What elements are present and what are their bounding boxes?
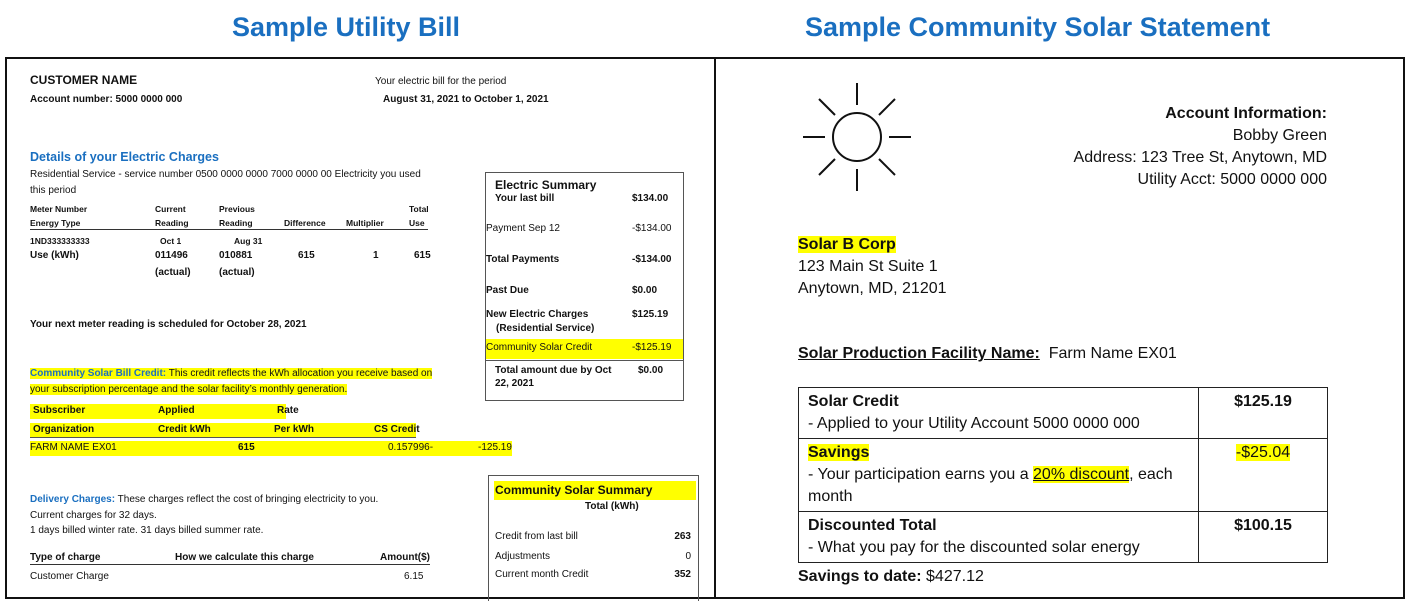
- summary-row: [486, 339, 683, 359]
- charge-header: [30, 552, 430, 565]
- cs-summary-value: 0: [685, 551, 691, 562]
- previous-reading: 010881: [219, 250, 253, 261]
- row-desc: - Applied to your Utility Account 5000 0000 000: [808, 415, 1140, 432]
- header-previous: Previous: [219, 204, 255, 214]
- total-use: 615: [414, 250, 431, 261]
- header-how: How we calculate this charge: [175, 552, 314, 563]
- summary-label: Community Solar Credit: [486, 342, 593, 353]
- summary-label2: 22, 2021: [495, 378, 534, 389]
- cs-credit-text: This credit reflects the kWh allocation you receive based on: [166, 368, 433, 379]
- service-line1: Residential Service - service number 0500 0000 0000 7000 0000 00 Electricity you used: [30, 169, 421, 180]
- savings-label: Savings to date:: [798, 568, 922, 585]
- org-name: FARM NAME EX01: [30, 442, 117, 453]
- table-row: [799, 512, 1328, 563]
- row-value: -$25.04: [1235, 444, 1291, 461]
- row-desc: - What you pay for the discounted solar energy: [808, 539, 1140, 556]
- savings-value: $427.12: [926, 568, 984, 585]
- difference: 615: [298, 250, 315, 261]
- delivery-text: These charges reflect the cost of bringing electricity to you.: [115, 494, 379, 505]
- bill-period: August 31, 2021 to October 1, 2021: [383, 94, 549, 105]
- previous-date: Aug 31: [234, 236, 263, 246]
- table-row: [799, 439, 1328, 512]
- cs-summary-value: 352: [674, 569, 691, 580]
- current-reading: 011496: [155, 250, 188, 261]
- cs-summary-value: 263: [674, 531, 691, 542]
- cs-credit: -125.19: [478, 442, 512, 453]
- facility-name: Farm Name EX01: [1048, 345, 1177, 362]
- cs-summary-label: Current month Credit: [495, 569, 589, 580]
- utility-bill-panel: [5, 57, 716, 599]
- actual-note: (actual): [219, 267, 255, 278]
- charge-type: Customer Charge: [30, 571, 109, 582]
- solar-statement-panel: [714, 57, 1405, 599]
- summary-row: [486, 360, 683, 389]
- delivery-rates: 1 days billed winter rate. 31 days billed summer rate.: [30, 525, 264, 536]
- delivery-days: Current charges for 32 days.: [30, 510, 157, 521]
- header-total: Total: [409, 204, 429, 214]
- discount-highlight: 20% discount: [1033, 466, 1130, 483]
- customer-address: Address: 123 Tree St, Anytown, MD: [1073, 149, 1327, 166]
- cs-header-row1: [30, 404, 299, 419]
- summary-label: Past Due: [486, 285, 529, 296]
- row-desc-end: , each month: [808, 466, 1173, 505]
- sun-icon: [800, 83, 916, 193]
- summary-value: -$125.19: [632, 342, 672, 353]
- row-value: $100.15: [1199, 512, 1328, 563]
- summary-value: -$134.00: [632, 223, 672, 234]
- header-applied: Applied: [158, 405, 195, 416]
- summary-value: $125.19: [632, 309, 669, 320]
- company-address1: 123 Main St Suite 1: [798, 258, 938, 275]
- left-title: Sample Utility Bill: [232, 12, 461, 42]
- summary-label: New Electric Charges: [486, 309, 589, 320]
- credit-kwh: 615: [238, 442, 255, 453]
- summary-title: Electric Summary: [495, 178, 597, 192]
- header-use: Use: [409, 218, 425, 228]
- row-title: Savings: [808, 444, 870, 461]
- row-title: Discounted Total: [808, 517, 937, 534]
- cs-credit-text2: your subscription percentage and the solar facility’s monthly generation.: [30, 384, 348, 395]
- cs-summary-label: Credit from last bill: [495, 531, 578, 542]
- rate-per-kwh: 0.157996-: [388, 442, 434, 453]
- cs-header-row2: [30, 423, 420, 438]
- period-label: Your electric bill for the period: [375, 76, 507, 87]
- header-type: Type of charge: [30, 552, 101, 563]
- customer-name: CUSTOMER NAME: [30, 73, 138, 87]
- service-line2: this period: [30, 185, 77, 196]
- charge-amount: 6.15: [404, 571, 424, 582]
- cs-summary-box: [488, 475, 699, 601]
- summary-value: $0.00: [632, 285, 658, 296]
- summary-label: Payment Sep 12: [486, 223, 560, 234]
- row-title: Solar Credit: [808, 393, 899, 410]
- solar-credit-table: [798, 387, 1328, 563]
- facility-label: Solar Production Facility Name:: [798, 345, 1040, 362]
- summary-label: Total amount due by Oct: [495, 365, 612, 376]
- electric-summary-box: [485, 172, 684, 401]
- account-info-title: Account Information:: [1165, 105, 1327, 122]
- current-date: Oct 1: [160, 236, 182, 246]
- header-per-kwh: Per kWh: [274, 424, 315, 435]
- cs-summary-col: Total (kWh): [585, 501, 639, 512]
- company-name: Solar B Corp: [798, 236, 896, 253]
- actual-note: (actual): [155, 267, 191, 278]
- summary-label: Total Payments: [486, 254, 560, 265]
- multiplier: 1: [373, 250, 379, 261]
- header-cs-credit: CS Credit: [374, 424, 420, 435]
- utility-account: Utility Acct: 5000 0000 000: [1137, 171, 1327, 188]
- cs-summary-row: [495, 551, 691, 562]
- header-meter-number: Meter Number: [30, 204, 88, 214]
- summary-label2: (Residential Service): [496, 323, 595, 334]
- table-row: [799, 388, 1328, 439]
- company-address2: Anytown, MD, 21201: [798, 280, 947, 297]
- header-multiplier: Multiplier: [346, 218, 384, 228]
- customer-name: Bobby Green: [1232, 127, 1327, 144]
- cs-row: [30, 441, 512, 456]
- row-desc: - Your participation earns you a: [808, 466, 1034, 483]
- summary-value: $134.00: [632, 193, 669, 204]
- cs-summary-title: Community Solar Summary: [494, 481, 696, 500]
- delivery-title: Delivery Charges:: [30, 494, 116, 505]
- header-previous-reading: Reading: [219, 218, 253, 228]
- header-credit-kwh: Credit kWh: [158, 424, 211, 435]
- header-amount: Amount($): [380, 552, 430, 563]
- header-current-reading: Reading: [155, 218, 189, 228]
- right-title: Sample Community Solar Statement: [805, 12, 1271, 42]
- header-organization: Organization: [33, 424, 95, 435]
- header-rate: Rate: [277, 405, 299, 416]
- details-title: Details of your Electric Charges: [30, 150, 219, 164]
- header-rule: [30, 229, 428, 230]
- header-difference: Difference: [284, 218, 326, 228]
- use-label: Use (kWh): [30, 250, 79, 261]
- header-subscriber: Subscriber: [33, 405, 86, 416]
- cs-credit-title: Community Solar Bill Credit:: [30, 368, 167, 379]
- summary-value: $0.00: [638, 365, 664, 376]
- row-value: $125.19: [1199, 388, 1328, 439]
- next-reading: Your next meter reading is scheduled for October 28, 2021: [30, 319, 307, 330]
- summary-label: Your last bill: [495, 193, 555, 204]
- meter-id: 1ND333333333: [30, 236, 90, 246]
- cs-summary-row: [495, 531, 691, 542]
- cs-summary-row: [495, 569, 691, 580]
- cs-summary-label: Adjustments: [495, 551, 551, 562]
- account-number: Account number: 5000 0000 000: [30, 94, 183, 105]
- header-current: Current: [155, 204, 186, 214]
- header-energy-type: Energy Type: [30, 218, 81, 228]
- summary-value: -$134.00: [632, 254, 672, 265]
